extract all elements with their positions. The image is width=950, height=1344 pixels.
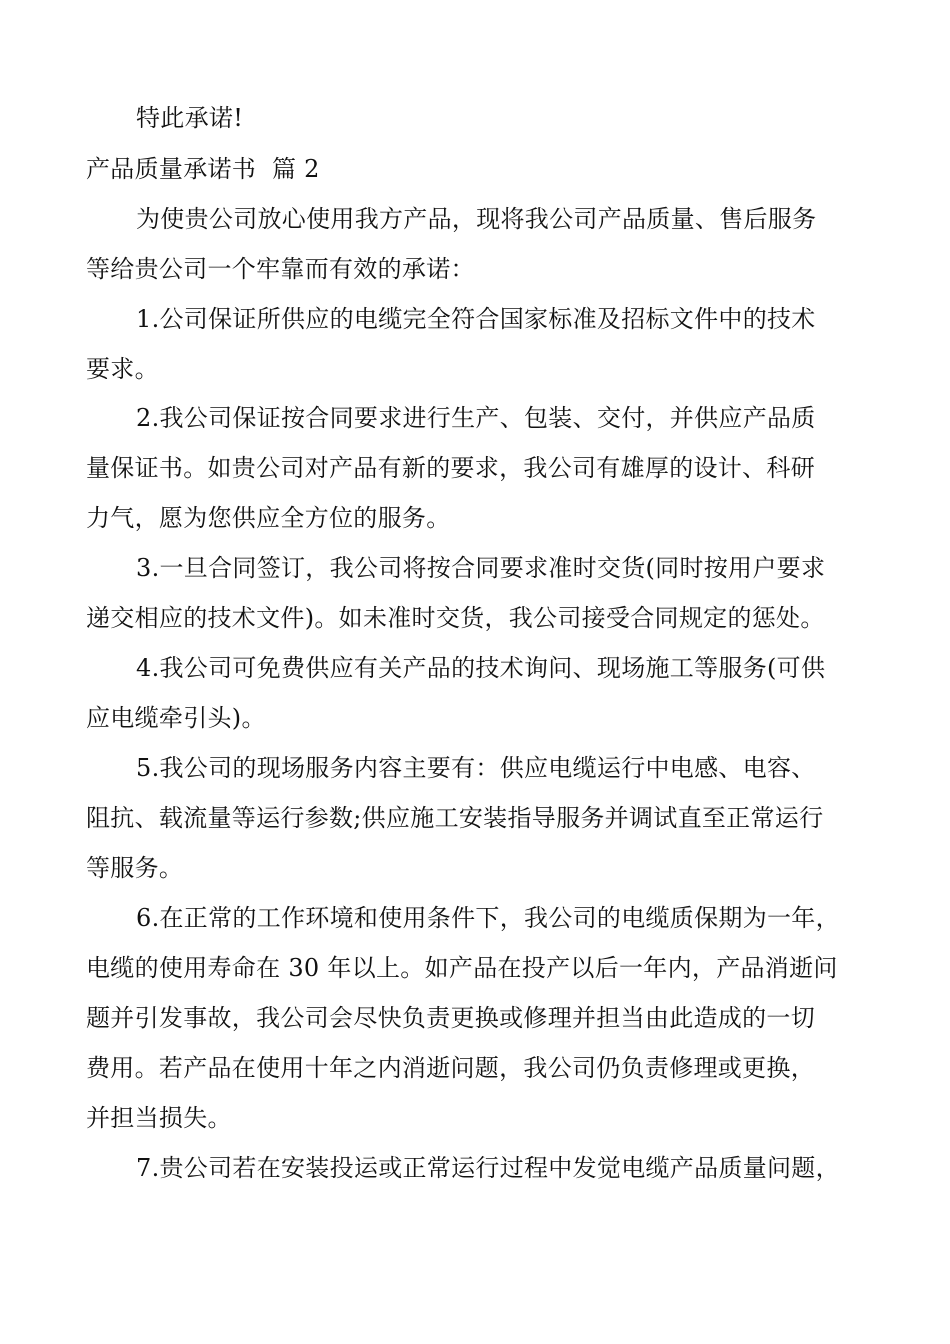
paragraph-line: 应电缆牵引头)。: [86, 704, 266, 732]
paragraph-line: 4.我公司可免费供应有关产品的技术询问、现场施工等服务(可供: [136, 654, 826, 682]
paragraph-line: 为使贵公司放心使用我方产品，现将我公司产品质量、售后服务: [136, 205, 817, 233]
paragraph-line: 电缆的使用寿命在 30 年以上。如产品在投产以后一年内，产品消逝问: [86, 954, 838, 982]
paragraph-line: 费用。若产品在使用十年之内消逝问题，我公司仍负责修理或更换，: [86, 1054, 815, 1082]
paragraph-line: 等给贵公司一个牢靠而有效的承诺：: [86, 255, 475, 283]
closing-statement: 特此承诺!: [136, 104, 244, 132]
paragraph-line: 5.我公司的现场服务内容主要有：供应电缆运行中电感、电容、: [136, 754, 816, 782]
paragraph-line: 6.在正常的工作环境和使用条件下，我公司的电缆质保期为一年，: [136, 904, 840, 932]
paragraph-line: 递交相应的技术文件)。如未准时交货，我公司接受合同规定的惩处。: [86, 604, 825, 632]
paragraph-line: 力气，愿为您供应全方位的服务。: [86, 504, 451, 532]
paragraph-line: 2.我公司保证按合同要求进行生产、包装、交付，并供应产品质: [136, 404, 816, 432]
paragraph-line: 题并引发事故，我公司会尽快负责更换或修理并担当由此造成的一切: [86, 1004, 815, 1032]
section-title: 产品质量承诺书 篇 2: [86, 155, 320, 183]
paragraph-line: 等服务。: [86, 854, 184, 882]
paragraph-line: 1.公司保证所供应的电缆完全符合国家标准及招标文件中的技术: [136, 305, 816, 333]
paragraph-line: 3.一旦合同签订，我公司将按合同要求准时交货(同时按用户要求: [136, 554, 826, 582]
paragraph-line: 阻抗、载流量等运行参数;供应施工安装指导服务并调试直至正常运行: [86, 804, 824, 832]
paragraph-line: 要求。: [86, 355, 159, 383]
paragraph-line: 并担当损失。: [86, 1104, 232, 1132]
paragraph-line: 7.贵公司若在安装投运或正常运行过程中发觉电缆产品质量问题，: [136, 1154, 840, 1182]
paragraph-line: 量保证书。如贵公司对产品有新的要求，我公司有雄厚的设计、科研: [86, 454, 815, 482]
